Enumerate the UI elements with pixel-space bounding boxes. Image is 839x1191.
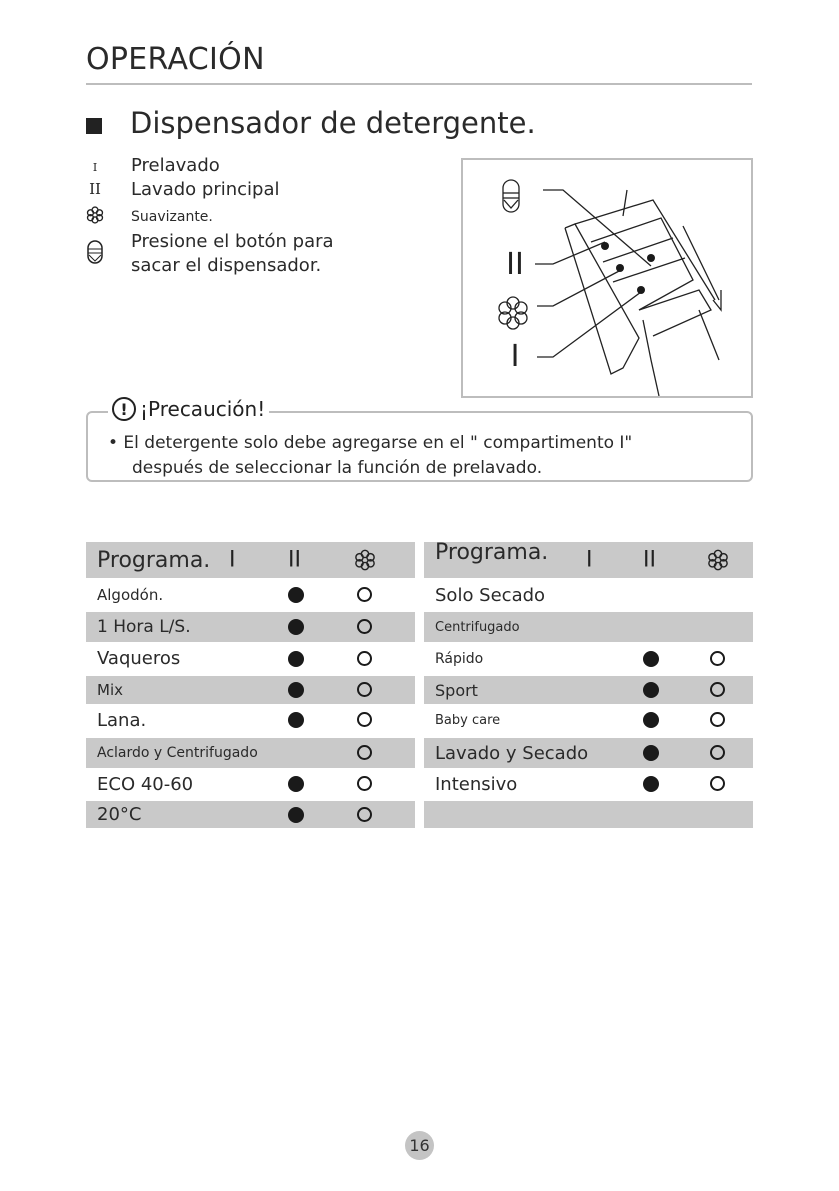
- legend-main-wash: Lavado principal: [131, 179, 280, 200]
- main-wash-filled-dot: [643, 745, 659, 761]
- program-name: Mix: [97, 681, 123, 699]
- table-row: [424, 676, 753, 704]
- softener-open-circle: [357, 651, 372, 666]
- main-wash-icon: II: [89, 180, 101, 198]
- table-row: [424, 768, 753, 800]
- softener-open-circle: [357, 712, 372, 727]
- table-row: [86, 580, 415, 610]
- title-divider: [86, 83, 752, 85]
- main-wash-filled-dot: [288, 651, 304, 667]
- program-name: Baby care: [435, 712, 501, 728]
- table-row: [86, 612, 415, 642]
- program-name: ECO 40-60: [97, 773, 194, 795]
- program-name: 20°C: [97, 804, 142, 825]
- section-title: Dispensador de detergente.: [130, 106, 536, 140]
- main-wash-filled-dot: [643, 651, 659, 667]
- table-row: [424, 801, 753, 828]
- flower-icon: [86, 206, 104, 228]
- main-wash-filled-dot: [288, 587, 304, 603]
- table-row: [86, 643, 415, 674]
- program-name: Algodón.: [97, 586, 164, 604]
- table-row: [424, 738, 753, 768]
- softener-open-circle: [710, 712, 725, 727]
- program-name: Lana.: [97, 709, 147, 731]
- program-name: Vaqueros: [97, 648, 181, 669]
- legend-dispenser-button: [131, 230, 334, 278]
- main-wash-column-header: II: [288, 547, 301, 573]
- program-name: 1 Hora L/S.: [97, 617, 191, 637]
- main-wash-filled-dot: [288, 682, 304, 698]
- softener-open-circle: [710, 651, 725, 666]
- main-wash-label: II: [506, 247, 524, 282]
- page-number: 16: [405, 1131, 434, 1160]
- caution-text: [108, 431, 632, 481]
- softener-open-circle: [357, 745, 372, 760]
- softener-open-circle: [357, 619, 372, 634]
- program-name: Intensivo: [435, 773, 518, 795]
- table-row: [86, 676, 415, 704]
- main-wash-column-header: II: [643, 547, 656, 573]
- table-row: [424, 643, 753, 674]
- prewash-label: I: [510, 339, 520, 374]
- softener-open-circle: [710, 776, 725, 791]
- prewash-column-header: I: [229, 547, 236, 573]
- main-wash-filled-dot: [288, 807, 304, 823]
- main-wash-filled-dot: [288, 712, 304, 728]
- softener-open-circle: [357, 807, 372, 822]
- dispenser-diagram: [461, 158, 753, 398]
- legend-line-2: sacar el dispensador.: [131, 255, 322, 276]
- table-row: [86, 801, 415, 828]
- main-wash-filled-dot: [288, 776, 304, 792]
- program-name: Centrifugado: [435, 619, 520, 635]
- program-name: Aclardo y Centrifugado: [97, 745, 258, 761]
- program-name: Rápido: [435, 650, 484, 667]
- table-header: [424, 542, 753, 578]
- header-program-label: Programa.: [435, 540, 549, 565]
- caution-title: ¡Precaución!: [140, 397, 266, 421]
- page-title: OPERACIÓN: [86, 42, 265, 77]
- table-row: [86, 738, 415, 768]
- caution-line-1: • El detergente solo debe agregarse en el " compartimento I": [108, 433, 633, 453]
- dispenser-button-icon: [87, 240, 103, 268]
- prewash-icon: I: [92, 161, 98, 174]
- table-row: [424, 580, 753, 610]
- prewash-column-header: I: [586, 547, 593, 573]
- softener-open-circle: [710, 682, 725, 697]
- main-wash-filled-dot: [288, 619, 304, 635]
- caution-header: [108, 397, 269, 421]
- program-name: Lavado y Secado: [435, 742, 589, 764]
- flower-icon: [707, 549, 729, 571]
- softener-open-circle: [710, 745, 725, 760]
- program-name: Sport: [435, 680, 478, 700]
- legend-line-1: Presione el botón para: [131, 231, 334, 252]
- flower-icon: [354, 549, 376, 571]
- table-row: [424, 705, 753, 735]
- section-bullet-square: [86, 118, 102, 134]
- program-name: Solo Secado: [435, 584, 546, 606]
- softener-open-circle: [357, 682, 372, 697]
- warning-icon: !: [112, 397, 136, 421]
- table-row: [86, 705, 415, 735]
- table-row: [424, 612, 753, 642]
- softener-open-circle: [357, 587, 372, 602]
- table-header: [86, 542, 415, 578]
- table-row: [86, 768, 415, 800]
- header-program-label: Programa.: [97, 547, 211, 573]
- main-wash-filled-dot: [643, 712, 659, 728]
- main-wash-filled-dot: [643, 776, 659, 792]
- flower-icon: [499, 297, 527, 329]
- legend-softener: Suavizante.: [131, 209, 213, 225]
- main-wash-filled-dot: [643, 682, 659, 698]
- legend-prewash: Prelavado: [131, 155, 220, 176]
- softener-open-circle: [357, 776, 372, 791]
- caution-line-2: después de seleccionar la función de prelavado.: [132, 458, 543, 478]
